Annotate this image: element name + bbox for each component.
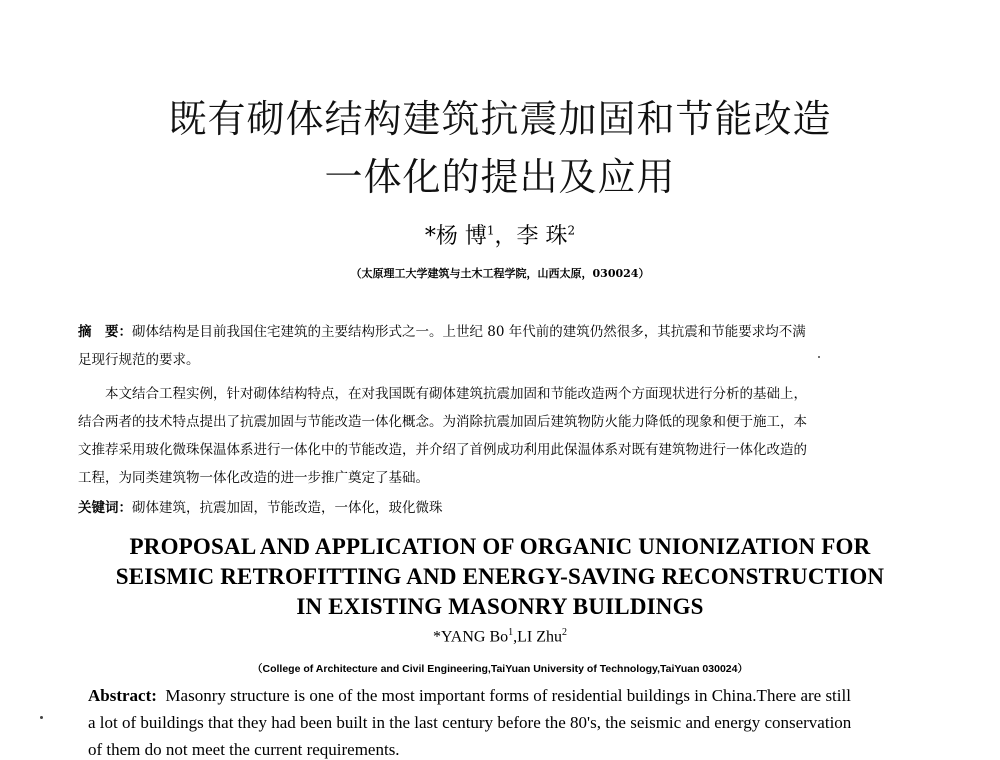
english-authors — [0, 627, 1000, 646]
chinese-abstract-label: 摘 要： — [78, 324, 132, 340]
english-abstract-line-3: of them do not meet the current requirements. — [88, 740, 400, 759]
chinese-keywords — [78, 496, 926, 516]
english-abstract-line-2: a lot of buildings that they had been built in the last century before the 80's, the seismic and energy conservation — [88, 713, 852, 732]
chinese-authors — [0, 219, 1000, 250]
author-separator: ， — [494, 224, 517, 249]
english-author-1-superscript: 1 — [508, 627, 514, 638]
english-abstract-text-1: Masonry structure is one of the most important forms of residential buildings in China.There are still — [156, 686, 851, 705]
chinese-title-line-2: 一体化的提出及应用 — [324, 155, 676, 199]
chinese-abstract-line-4: 结合两者的技术特点提出了抗震加固与节能改造一体化概念。为消除抗震加固后建筑物防火能力降低的现象和便于施工，本 — [78, 414, 807, 430]
english-abstract-label: Abstract: — [88, 686, 157, 705]
author-1-name: *杨 博 — [424, 224, 487, 249]
chinese-keywords-text: 砌体建筑，抗震加固，节能改造，一体化，玻化微珠 — [132, 500, 443, 516]
chinese-abstract-line-6: 工程，为同类建筑物一体化改造的进一步推广奠定了基础。 — [78, 470, 429, 486]
english-title-line-3: IN EXISTING MASONRY BUILDINGS — [296, 594, 704, 619]
english-author-2-superscript: 2 — [562, 627, 567, 638]
english-abstract-line-1 — [88, 686, 924, 706]
english-affiliation: （College of Architecture and Civil Engineering,TaiYuan University of Technology,TaiYuan 030024） — [252, 663, 748, 675]
english-author-2-name: LI Zhu — [517, 628, 562, 646]
chinese-abstract-line-1 — [78, 320, 926, 340]
chinese-affiliation: （太原理工大学建筑与土木工程学院，山西太原，030024） — [350, 267, 650, 280]
chinese-abstract-line-2: 足现行规范的要求。 — [78, 352, 200, 368]
chinese-abstract-line-5: 文推荐采用玻化微珠保温体系进行一体化中的节能改造，并介绍了首例成功利用此保温体系对既有建筑物进行一体化改造的 — [78, 442, 807, 458]
chinese-title-line-1: 既有砌体结构建筑抗震加固和节能改造 — [168, 97, 832, 141]
author-2-name: 李 珠 — [516, 224, 568, 249]
chinese-keywords-label: 关键词： — [78, 500, 132, 516]
scan-speck — [818, 356, 820, 358]
chinese-abstract-line-3: 本文结合工程实例，针对砌体结构特点，在对我国既有砌体建筑抗震加固和节能改造两个方面现状进行分析的基础上， — [78, 386, 807, 402]
english-author-separator: , — [513, 628, 518, 646]
english-author-1-name: *YANG Bo — [433, 628, 509, 646]
author-1-superscript: 1 — [486, 223, 495, 238]
author-2-superscript: 2 — [567, 223, 576, 238]
english-title-line-2: SEISMIC RETROFITTING AND ENERGY-SAVING RECONSTRUCTION — [115, 564, 885, 589]
english-title-line-1: PROPOSAL AND APPLICATION OF ORGANIC UNIONIZATION FOR — [129, 534, 871, 559]
chinese-abstract-text-1: 砌体结构是目前我国住宅建筑的主要结构形式之一。上世纪 80 年代前的建筑仍然很多，其抗震和节能要求均不满 — [132, 324, 806, 340]
scan-speck — [40, 716, 43, 719]
